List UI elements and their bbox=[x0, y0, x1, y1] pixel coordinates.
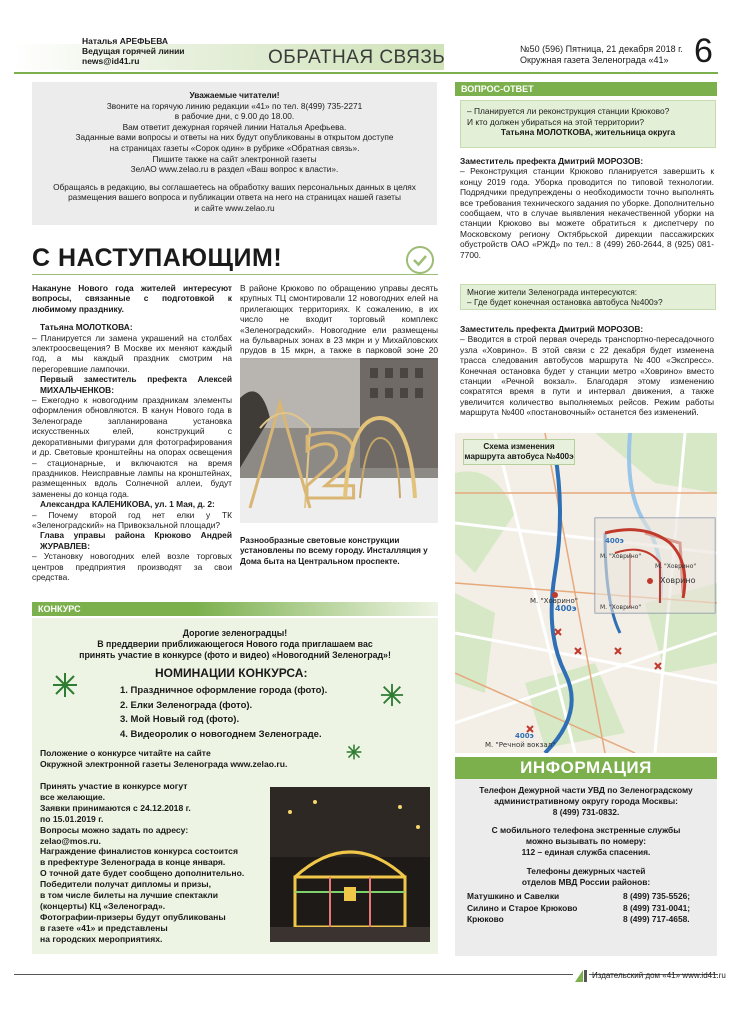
info-line: С мобильного телефона экстренные службы bbox=[491, 825, 681, 836]
konkurs-intro bbox=[32, 628, 438, 661]
route-map bbox=[455, 433, 717, 753]
info-line: Телефоны дежурных частей bbox=[526, 865, 646, 876]
detail-line: Принять участие в конкурсе могут bbox=[40, 781, 188, 791]
phone: 8 (499) 735-5526; bbox=[623, 891, 691, 902]
readers-line: на страницах газеты «Сорок один» в рубрике «Обратная связь». bbox=[109, 142, 360, 153]
phone-row bbox=[467, 903, 707, 914]
qa-tag: ВОПРОС-ОТВЕТ bbox=[455, 82, 717, 96]
map-label: М. "Ховрино" bbox=[530, 597, 578, 605]
question-author: Татьяна МОЛОТКОВА, жительница округа bbox=[500, 127, 676, 138]
contact-email: news@id41.ru bbox=[82, 56, 140, 66]
contact-role: Ведущая горячей линии bbox=[82, 46, 185, 56]
position-line: Положение о конкурсе читайте на сайте bbox=[40, 748, 211, 758]
question-line: – Планируется ли реконструкция станции Крюково? bbox=[467, 106, 670, 116]
map-label: Ховрино bbox=[660, 576, 696, 585]
detail-line: Заявки принимаются с 24.12.2018 г. bbox=[40, 802, 191, 813]
speaker-name: Александра КАЛЕНИКОВА, ул. 1 Мая, д. 2: bbox=[40, 499, 215, 510]
map-label: М. "Речной вокзал" bbox=[485, 741, 556, 749]
info-line: административному округу города Москвы: bbox=[494, 795, 678, 806]
issue-line-2: Окружная газета Зеленограда «41» bbox=[520, 55, 669, 65]
nomination-item: 4. Видеоролик о новогоднем Зеленограде. bbox=[120, 728, 322, 740]
readers-note: Обращаясь в редакцию, вы соглашаетесь на обработку ваших персональных данных в целях bbox=[53, 181, 416, 192]
map-label: М. "Ховрино" bbox=[600, 604, 642, 611]
readers-line: Вам ответит дежурная горячей линии Наталья Арефьева. bbox=[122, 121, 347, 132]
answer-1 bbox=[460, 156, 714, 260]
article-col-1 bbox=[32, 283, 232, 582]
readers-line: в рабочие дни, с 9.00 до 18.00. bbox=[174, 111, 295, 122]
readers-note: размещения вашего вопроса и публикации ответа на него на страницах нашей газеты bbox=[68, 192, 401, 203]
district: Крюково bbox=[467, 913, 504, 924]
phone: 8 (499) 717-4658. bbox=[623, 913, 690, 924]
konkurs-intro-line: В преддверии приближающегося Нового года приглашаем вас bbox=[97, 639, 373, 649]
detail-line: Вопросы можно задать по адресу: bbox=[40, 824, 189, 835]
route-label: 400э bbox=[605, 537, 624, 545]
photo-caption: Разнообразные световые конструкции установлены по всему городу. Инсталляция у Дома быта на Центральном проспекте. bbox=[240, 536, 428, 566]
snowflake-icon bbox=[52, 672, 78, 703]
photo-digit: 2 bbox=[300, 416, 362, 519]
detail-line: zelao@mos.ru. bbox=[40, 835, 101, 846]
answer-2 bbox=[460, 324, 714, 418]
map-title-line: маршрута автобуса №400э bbox=[464, 452, 574, 461]
info-title: ИНФОРМАЦИЯ bbox=[520, 758, 652, 777]
answer-text: – Реконструкция станции Крюково планируется завершить к концу 2019 года. Уборка проводится по типовой технологии. Подрядчики предупреждены о необходимости точно выполнять все требования технического задания по уборке. Дополнительно сообщаем, что в случае выявления некачественной уборки на станции Крюково вы можете обратиться к диспетчеру по Московскому региону Октябрьской дирекции пассажирских обустройств ОАО «РЖД» по тел.: 8 (499) 260-2644, 8 (925) 081-7700. bbox=[460, 166, 714, 260]
speaker-name: Татьяна МОЛОТКОВА: bbox=[40, 322, 133, 333]
issue-line-1: №50 (596) Пятница, 21 декабря 2018 г. bbox=[520, 44, 683, 54]
route-label: 400э bbox=[555, 604, 577, 613]
detail-line: на городских мероприятиях. bbox=[40, 933, 163, 944]
detail-line: Фотографии-призеры будут опубликованы bbox=[40, 911, 226, 922]
snowflake-icon bbox=[380, 683, 404, 712]
info-section bbox=[455, 779, 717, 956]
konkurs-position bbox=[40, 748, 287, 770]
phone-row bbox=[467, 914, 707, 925]
readers-title: Уважаемые читатели! bbox=[189, 90, 280, 100]
paragraph: – Установку новогодних елей возле торговых центров предприятия производят за свои средства. bbox=[32, 551, 232, 582]
info-header bbox=[455, 757, 717, 779]
map-title-line: Схема изменения bbox=[483, 442, 555, 451]
detail-line: в газете «41» и представлены bbox=[40, 922, 168, 933]
header-rule bbox=[14, 72, 718, 74]
checkmark-icon bbox=[406, 246, 434, 274]
map-label: М. "Ховрино" bbox=[600, 553, 642, 560]
info-line: Телефон Дежурной части УВД по Зеленоградскому bbox=[479, 785, 693, 795]
snowflake-icon bbox=[346, 744, 362, 765]
info-line: можно вызывать по номеру: bbox=[525, 836, 647, 847]
article-lead: Накануне Нового года жителей интересуют вопросы, связанные с подготовкой к любимому празднику. bbox=[32, 283, 232, 314]
question-box-2 bbox=[460, 284, 716, 310]
district: Силино и Старое Крюково bbox=[467, 902, 578, 913]
detail-line: Награждение финалистов конкурса состоится bbox=[40, 846, 238, 857]
question-box-1 bbox=[460, 100, 716, 148]
map-title bbox=[463, 439, 575, 465]
info-line: отделов МВД России районов: bbox=[521, 876, 651, 887]
nomination-item: 3. Мой Новый год (фото). bbox=[120, 714, 240, 725]
nominations-list bbox=[120, 684, 327, 742]
question-line: – Где будет конечная остановка автобуса №400э? bbox=[467, 297, 663, 308]
detail-line: все желающие. bbox=[40, 791, 106, 802]
nominations-title: НОМИНАЦИИ КОНКУРСА: bbox=[155, 666, 308, 680]
footer-publisher: Издательский дом «41» www.id41.ru bbox=[592, 971, 726, 980]
speaker-name: Первый заместитель префекта Алексей МИХАЛЬЧЕНКОВ: bbox=[40, 374, 232, 395]
phone: 8 (499) 731-0041; bbox=[623, 902, 691, 913]
detail-line: в префектуре Зеленограда в конце января. bbox=[40, 857, 226, 868]
section-title: ОБРАТНАЯ СВЯЗЬ bbox=[268, 47, 446, 68]
paragraph: – Почему второй год нет елки у ТК «Зеленоградский» на Привокзальной площади? bbox=[32, 509, 232, 530]
position-line: Окружной электронной газеты Зеленограда www.zelao.ru. bbox=[40, 759, 288, 769]
paragraph: В районе Крюково по обращению управы десять крупных ТЦ смонтировали 12 новогодних елей на прилегающих территориях. К сожалению, в их число не входит торговый комплекс «Зеленоградский». Новогодние ели размещены на бульварных зонах в 23 мкрн и у Михайловских прудов в 15 мкрн, а также в парковой зоне 20 bbox=[240, 283, 438, 356]
article-title: С НАСТУПАЮЩИМ! bbox=[32, 244, 283, 272]
title-rule bbox=[32, 274, 438, 275]
phone-row bbox=[467, 891, 707, 902]
readers-line: Звоните на горячую линию редакции «41» по тел. 8(499) 735-2271 bbox=[106, 100, 363, 111]
konkurs-details bbox=[40, 781, 265, 945]
paragraph: – Планируется ли замена украшений на столбах электроосвещения? В Москве их меняют каждый год, а мы каждый праздник смотрим на перегоревшие лампочки. bbox=[32, 332, 232, 374]
nomination-item: 2. Елки Зеленограда (фото). bbox=[120, 699, 253, 711]
info-line: 8 (499) 731-0832. bbox=[552, 806, 620, 817]
answer-author: Заместитель префекта Дмитрий МОРОЗОВ: bbox=[460, 324, 644, 334]
detail-line: О точной дате будет сообщено дополнительно. bbox=[40, 868, 245, 879]
paragraph: – Ежегодно к новогодним праздникам элементы оформления обновляются. В канун Нового года в Зеленограде запланирована установка искусственных елей, конструкций с декоративными фигурами для фотографирования и др. Световые кронштейны на опорах освещения – стационарные, и включаются на время праздников. Неисправные лампы на кронштейнах, размещенных вдоль Солнечной аллеи, будут заменены до конца года. bbox=[32, 395, 232, 499]
route-label: 400э bbox=[515, 732, 534, 740]
photo-treasure-chest bbox=[270, 787, 430, 942]
readers-line: Пишите также на сайт электронной газеты bbox=[152, 153, 317, 164]
photo-light-installation bbox=[240, 358, 438, 523]
konkurs-intro-line: Дорогие зеленоградцы! bbox=[182, 628, 288, 638]
contact-name: Наталья АРЕФЬЕВА bbox=[82, 36, 169, 46]
speaker-name: Глава управы района Крюково Андрей ЖУРАВЛЕВ: bbox=[40, 530, 232, 551]
issue-info bbox=[520, 44, 683, 66]
readers-note: и сайте www.zelao.ru bbox=[194, 202, 275, 213]
district: Матушкино и Савелки bbox=[467, 891, 560, 902]
question-line: Многие жители Зеленограда интересуются: bbox=[467, 287, 638, 297]
page-number: 6 bbox=[694, 32, 713, 70]
readers-line: Заданные вами вопросы и ответы на них будут опубликованы в открытом доступе bbox=[75, 132, 394, 143]
article-col-2 bbox=[240, 283, 438, 366]
konkurs-intro-line: принять участие в конкурсе (фото и видео) «Новогодний Зеленоград»! bbox=[79, 650, 391, 660]
info-line: 112 – единая служба спасения. bbox=[521, 846, 651, 857]
readers-line: ЗелАО www.zelao.ru в раздел «Ваш вопрос к власти». bbox=[130, 164, 339, 175]
map-label: М. "Ховрино" bbox=[655, 563, 697, 570]
konkurs-tag: КОНКУРС bbox=[32, 602, 438, 616]
detail-line: Победители получат дипломы и призы, bbox=[40, 879, 211, 890]
answer-text: – Вводится в строй первая очередь транспортно-пересадочного узла «Ховрино». В этой связи с 22 декабря будет изменена трасса следования автобусов маршрута №400 «Экспресс». Конечная остановка будет у станции метро «Ховрино» вместо станции «Речной вокзал». Благодаря этому изменению сократятся время в пути и интервал движения, а также увеличится количество выполняемых рейсов. Режим работы маршрута №400 «постановочный» останется без изменений. bbox=[460, 334, 714, 418]
header-contact bbox=[82, 36, 185, 66]
publisher-logo-icon bbox=[573, 968, 589, 984]
detail-line: в том числе билеты на лучшие спектакли bbox=[40, 890, 219, 901]
readers-notice bbox=[32, 82, 437, 225]
detail-line: (концерты) КЦ «Зеленоград». bbox=[40, 900, 166, 911]
answer-author: Заместитель префекта Дмитрий МОРОЗОВ: bbox=[460, 156, 644, 166]
detail-line: по 15.01.2019 г. bbox=[40, 813, 104, 824]
phone-table bbox=[455, 887, 717, 925]
question-line: И кто должен убираться на этой территории? bbox=[467, 116, 644, 127]
nomination-item: 1. Праздничное оформление города (фото). bbox=[120, 685, 328, 696]
